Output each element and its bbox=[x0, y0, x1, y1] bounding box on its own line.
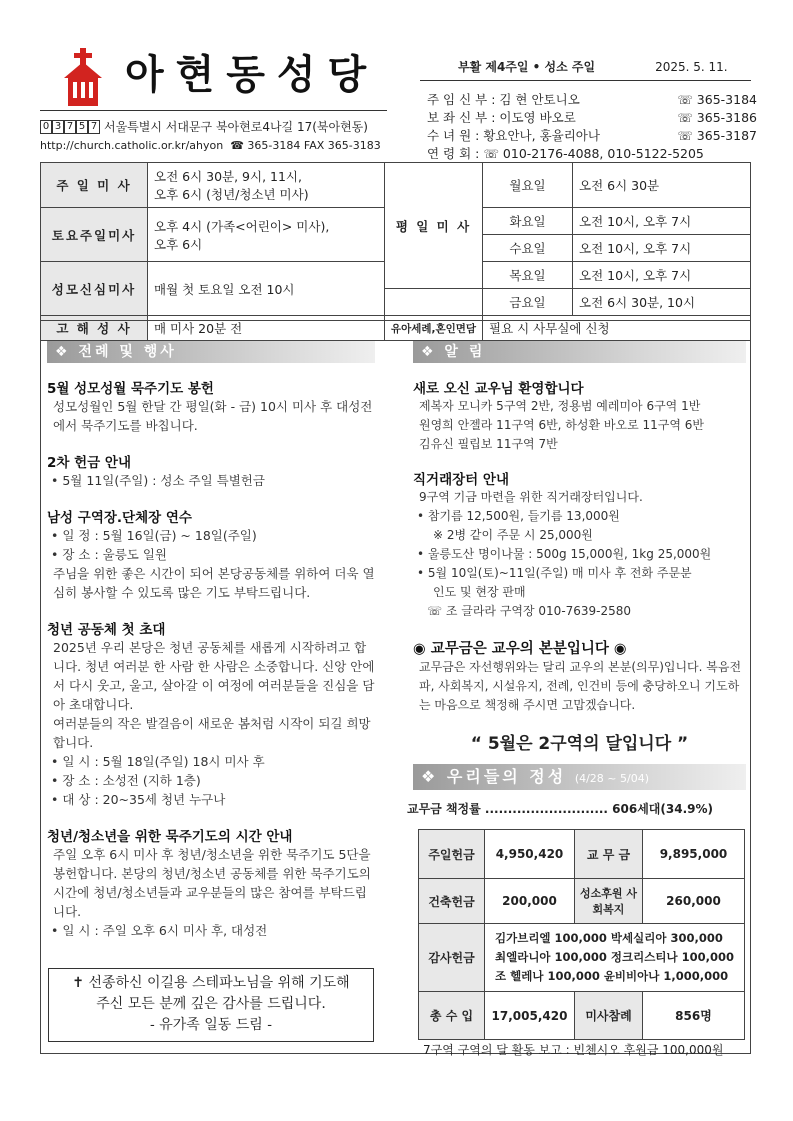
staff-row: 수 녀 원 : 황요안나, 홍율리아나 ☏ 365-3187 bbox=[427, 128, 757, 143]
address: 0 3 7 5 7 서울특별시 서대문구 북아현로4나길 17(북아현동) bbox=[40, 118, 368, 135]
footer-report: 7구역 구역의 달 활동 보고 : 빈첸시오 후원금 100,000원 bbox=[423, 1043, 724, 1057]
staff-row: 주 임 신 부 : 김 현 안토니오 ☏ 365-3184 bbox=[427, 92, 757, 107]
thanks-notice: ✝ 선종하신 이길용 스테파노님을 위해 기도해 주신 모든 분께 깊은 감사를 드립니다. - 유가족 일동 드림 - bbox=[48, 968, 374, 1042]
church-name: 아현동성당 bbox=[125, 52, 379, 98]
tithe-rate: 교무금 책정률 ........................... 606세대(34.9%) bbox=[407, 802, 714, 816]
website-link[interactable]: http://church.catholic.or.kr/ahyon bbox=[40, 139, 224, 152]
section-liturgy: ❖ 전례 및 행사 bbox=[47, 341, 375, 363]
section-offering: ❖ 우리들의 정성 bbox=[421, 767, 567, 786]
liturgical-day: 부활 제4주일 • 성소 주일 bbox=[458, 60, 596, 74]
tithe-heading: ◉ 교무금은 교우의 본분입니다 ◉ bbox=[413, 641, 627, 657]
phone-fax: ☎ 365-3184 FAX 365-3183 bbox=[230, 139, 381, 152]
staff-row: 보 좌 신 부 : 이도영 바오로 ☏ 365-3186 bbox=[427, 110, 757, 125]
month-quote: “ 5월은 2구역의 달입니다 ” bbox=[470, 734, 689, 754]
staff-row: 연 령 회 : ☏ 010-2176-4088, 010-5122-5205 bbox=[427, 146, 704, 161]
church-logo bbox=[60, 48, 108, 106]
postcode: 0 3 7 5 7 bbox=[40, 120, 100, 134]
issue-date: 2025. 5. 11. bbox=[655, 60, 728, 74]
offering-table: 주일헌금 4,950,420 교 무 금 9,895,000 건축헌금 200,000 성소후원 사회복지 260,000 감사헌금 김가브리엘 100,000 박세실리아 300,000 최엘라니아 100,000 정크리스티나 100,000 조 헬레나 100,000 윤비비아나 1,000,000 총 수 입 17,005,420 미사참례 856명 bbox=[418, 829, 745, 1040]
left-column: ❖ 전례 및 행사 5월 성모성월 묵주기도 봉헌 성모성월인 5월 한달 간 평일(화 - 금) 10시 미사 후 대성전에서 묵주기도를 바칩니다. 2차 헌금 안내 • 5월 11일(주일) : 성소 주일 특별헌금 남성 구역장.단체장 연수 • 일 정 : 5월 16일(금) ~ 18일(주일) • 장 소 : 울릉도 일원 주님을 위한 좋은 시간이 되어 본당공동체를 위하여 더욱 열심히 봉사할 수 있도록 많은 기도 부탁드립니다. 청년 공동체 첫 초대 2025년 우리 본당은 청년 공동체를 새롭게 시작하려고 합니다. 청년 여러분 한 사람 한 사람은 소중합니다. 신앙 안에서 다시 웃고, 울고, 살아갈 이 여정에 여러분들을 진심을 담아 초대합니다. 여러분들의 작은 발걸음이 새로운 봄처럼 시작이 되길 희망합니다. • 일 시 : 5월 18일(주일) 18시 미사 후 • 장 소 : 소성전 (지하 1층) • 대 상 : 20~35세 청년 누구나 청년/청소년을 위한 묵주기도의 시간 안내 주일 오후 6시 미사 후 청년/청소년을 위한 묵주기도 5단을 봉헌합니다. 본당의 청년/청소년 공동체를 위한 묵주기도의 시간에 청년/청소년들과 교우분들의 많은 참여를 부탁드립니다. • 일 시 : 주일 오후 6시 미사 후, 대성전 bbox=[47, 341, 375, 940]
section-notice: ❖ 알 림 bbox=[413, 341, 746, 363]
mass-schedule: 주 일 미 사 오전 6시 30분, 9시, 11시, 오후 6시 (청년/청소년 미사) 평 일 미 사 월요일 오전 6시 30분 토요주일미사 오후 4시 (가족<어린이> 미사), 오후 6시 화요일 오전 10시, 오후 7시 수요일 오전 10시, 오후 7시 성모신심미사 매월 첫 토요일 오전 10시 목요일 오전 10시, 오후 7시 금요일 오전 6시 30분, 10시 고 해 성 사 매 미사 20분 전 유아세례,혼인면담 필요 시 사무실에 신청 bbox=[40, 162, 751, 341]
right-column: ❖ 알 림 새로 오신 교우님 환영합니다 제복자 모니카 5구역 2반, 정용범 예레미아 6구역 1반 원영희 안젤라 11구역 6반, 하성환 바오로 11구역 6반 김유신 필립보 11구역 7반 직거래장터 안내 9구역 기금 마련을 위한 직거래장터입니다. • 참기름 12,500원, 들기름 13,000원 ※ 2병 같이 주문 시 25,000원 • 울릉도산 명이나물 : 500g 15,000원, 1kg 25,000원 • 5월 10일(토)~11일(주일) 매 미사 후 전화 주문분 인도 및 현장 판매 ☏ 조 글라라 구역장 010-7639-2580 ◉ 교무금은 교우의 본분입니다 ◉ 교무금은 자선행위와는 달리 교우의 본분(의무)입니다. 복음전파, 사회복지, 시설유지, 전례, 인건비 등에 충당하오니 기도하는 마음으로 책정해 주시면 고맙겠습니다. “ 5월은 2구역의 달입니다 ” ❖ 우리들의 정성 (4/28 ~ 5/04) 교무금 책정률 ........................... 606세대(34.9%) bbox=[413, 341, 746, 817]
